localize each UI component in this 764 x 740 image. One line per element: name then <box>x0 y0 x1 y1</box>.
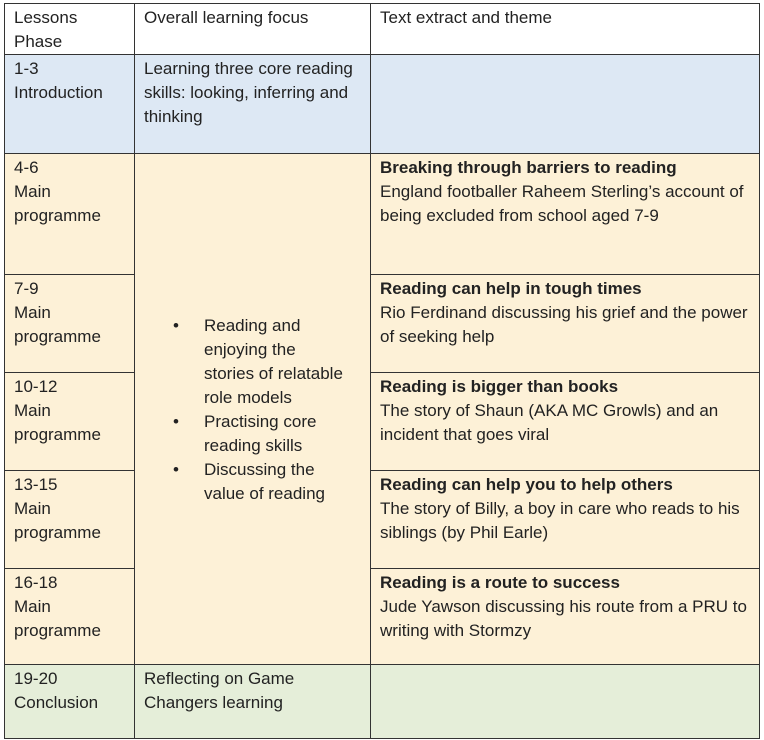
text-theme-cell <box>371 569 760 665</box>
focus-item-text: Discussing the value of reading <box>204 460 325 503</box>
lessons-table <box>4 3 760 739</box>
header-focus: Overall learning focus <box>135 4 371 55</box>
lessons-range: 13-15 <box>14 475 58 494</box>
table-row <box>5 471 760 569</box>
lessons-range: 7-9 <box>14 279 39 298</box>
table-row-conclusion <box>5 665 760 739</box>
list-item <box>169 410 350 458</box>
phase-name: Main programme <box>14 499 101 542</box>
main-focus-cell <box>135 154 371 665</box>
list-item <box>169 458 350 506</box>
bullet-icon: • <box>173 460 179 479</box>
bullet-icon: • <box>173 412 179 431</box>
theme-description: The story of Shaun (AKA MC Growls) and an incident that goes viral <box>380 401 719 444</box>
header-lessons-phase <box>5 4 135 55</box>
theme-title: Reading is bigger than books <box>380 377 619 396</box>
bullet-icon: • <box>173 316 179 335</box>
text-theme-cell <box>371 275 760 373</box>
lessons-phase-cell <box>5 569 135 665</box>
text-theme-cell <box>371 373 760 471</box>
header-lessons-label: Lessons <box>14 8 78 27</box>
lessons-phase-cell <box>5 55 135 154</box>
focus-cell: Learning three core reading skills: looking, inferring and thinking <box>135 55 371 154</box>
text-theme-cell <box>371 55 760 154</box>
lessons-phase-cell <box>5 373 135 471</box>
header-text-theme: Text extract and theme <box>371 4 760 55</box>
lessons-range: 16-18 <box>14 573 58 592</box>
theme-title: Reading can help in tough times <box>380 279 642 298</box>
table-row <box>5 569 760 665</box>
theme-title: Breaking through barriers to reading <box>380 158 677 177</box>
phase-name: Main programme <box>14 401 101 444</box>
table-row <box>5 154 760 275</box>
phase-name: Introduction <box>14 83 103 102</box>
table-row <box>5 373 760 471</box>
phase-name: Conclusion <box>14 693 99 712</box>
header-phase-label: Phase <box>14 32 63 51</box>
table-row <box>5 275 760 373</box>
theme-description: England footballer Raheem Sterling’s account of being excluded from school aged 7-9 <box>380 182 744 225</box>
phase-name: Main programme <box>14 303 101 346</box>
focus-cell: Reflecting on Game Changers learning <box>135 665 371 739</box>
lessons-phase-cell <box>5 275 135 373</box>
focus-item-text: Practising core reading skills <box>204 412 317 455</box>
header-row <box>5 4 760 55</box>
theme-description: Jude Yawson discussing his route from a PRU to writing with Stormzy <box>380 597 747 640</box>
theme-description: The story of Billy, a boy in care who reads to his siblings (by Phil Earle) <box>380 499 740 542</box>
phase-name: Main programme <box>14 597 101 640</box>
lessons-phase-cell <box>5 154 135 275</box>
theme-title: Reading is a route to success <box>380 573 620 592</box>
lessons-range: 10-12 <box>14 377 58 396</box>
lessons-range: 1-3 <box>14 59 39 78</box>
list-item <box>169 314 350 410</box>
focus-bullet-list <box>169 314 350 506</box>
lessons-phase-cell <box>5 665 135 739</box>
text-theme-cell <box>371 154 760 275</box>
text-theme-cell <box>371 665 760 739</box>
table-row-introduction <box>5 55 760 154</box>
theme-description: Rio Ferdinand discussing his grief and the power of seeking help <box>380 303 748 346</box>
text-theme-cell <box>371 471 760 569</box>
theme-title: Reading can help you to help others <box>380 475 673 494</box>
lessons-range: 19-20 <box>14 669 58 688</box>
focus-item-text: Reading and enjoying the stories of relatable role models <box>204 316 343 407</box>
phase-name: Main programme <box>14 182 101 225</box>
lessons-phase-cell <box>5 471 135 569</box>
lessons-range: 4-6 <box>14 158 39 177</box>
